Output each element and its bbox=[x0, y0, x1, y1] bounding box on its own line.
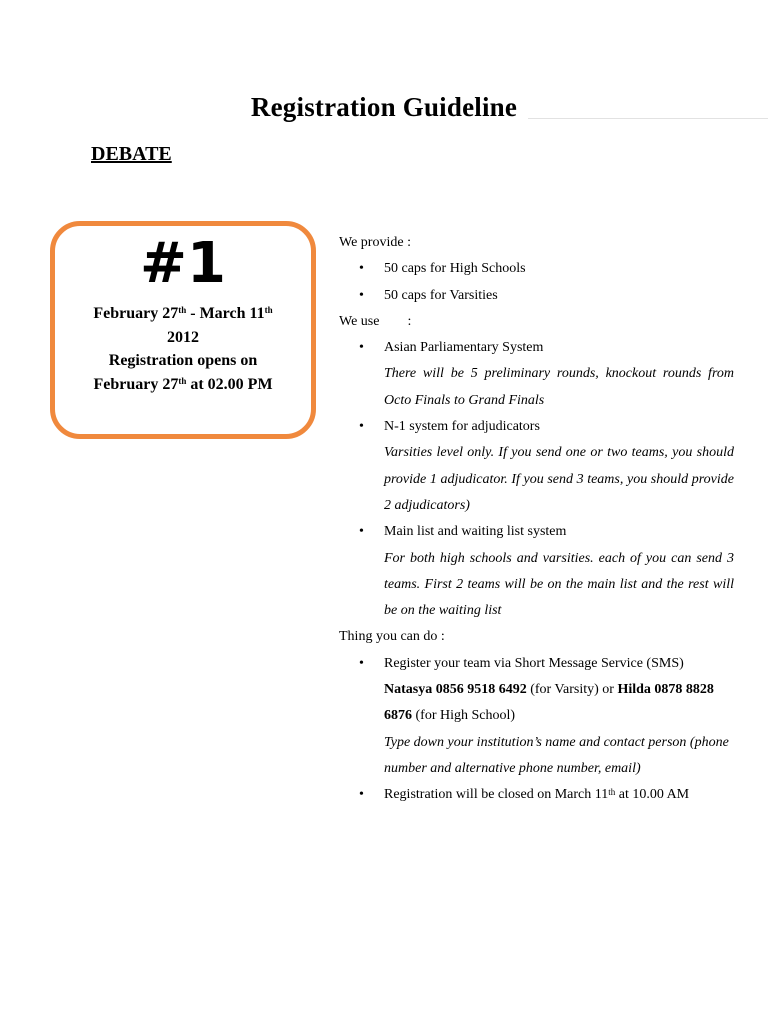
can-do-label: Thing you can do : bbox=[339, 629, 445, 645]
closing-text: Registration will be closed on March 11 bbox=[384, 787, 609, 803]
callout-registration-opens: Registration opens on bbox=[108, 352, 258, 369]
contact-varsity: Natasya 0856 9518 6492 bbox=[384, 682, 527, 698]
document-title: Registration Guideline bbox=[250, 92, 518, 122]
list-item: • Registration will be closed on March 11th at 10.00 AM bbox=[339, 782, 734, 808]
callout-year: 2012 bbox=[167, 328, 199, 346]
item-note: Varsities level only. If you send one or two teams, you should provide 1 adjudicator. If you send 3 teams, you should provide 2 adjudicators) bbox=[384, 445, 734, 513]
list-item: • 50 caps for High Schools bbox=[339, 256, 734, 282]
use-label: We use : bbox=[339, 313, 412, 329]
section-heading: DEBATE bbox=[91, 143, 172, 165]
guideline-body bbox=[339, 230, 734, 809]
callout-dates bbox=[55, 302, 311, 396]
sms-contacts: Natasya 0856 9518 6492 (for Varsity) or Hilda 0878 8828 6876 (for High School) bbox=[384, 682, 714, 724]
can-do-list bbox=[339, 651, 734, 809]
item-label: • Asian Parliamentary System bbox=[384, 340, 544, 356]
date-callout-box bbox=[50, 221, 316, 439]
item-label: • Main list and waiting list system bbox=[384, 524, 567, 540]
title-rule bbox=[528, 118, 768, 119]
callout-open-date: February 27th at 02.00 PM bbox=[93, 375, 273, 393]
contact-high-school: Hilda 0878 8828 6876 bbox=[384, 682, 714, 724]
callout-date-range: February 27th - March 11th bbox=[93, 305, 273, 322]
provide-list bbox=[339, 256, 734, 309]
use-list bbox=[339, 335, 734, 624]
list-item bbox=[339, 414, 734, 519]
sms-note: Type down your institution’s name and contact person (phone number and alternative phone number, email) bbox=[384, 734, 729, 776]
item-label: • N-1 system for adjudicators bbox=[384, 419, 540, 435]
callout-number: #1 bbox=[140, 231, 226, 296]
list-item bbox=[339, 335, 734, 414]
item-note: For both high schools and varsities. each of you can send 3 teams. First 2 teams will be on the main list and the rest will be on the waiting list bbox=[384, 550, 734, 619]
sms-label: • Register your team via Short Message Service (SMS) bbox=[384, 655, 684, 671]
item-note: There will be 5 preliminary rounds, knockout rounds from Octo Finals to Grand Finals bbox=[384, 366, 734, 408]
list-item bbox=[339, 651, 734, 782]
list-item bbox=[339, 519, 734, 624]
provide-label: We provide : bbox=[339, 235, 411, 250]
list-item: • 50 caps for Varsities bbox=[339, 283, 734, 309]
